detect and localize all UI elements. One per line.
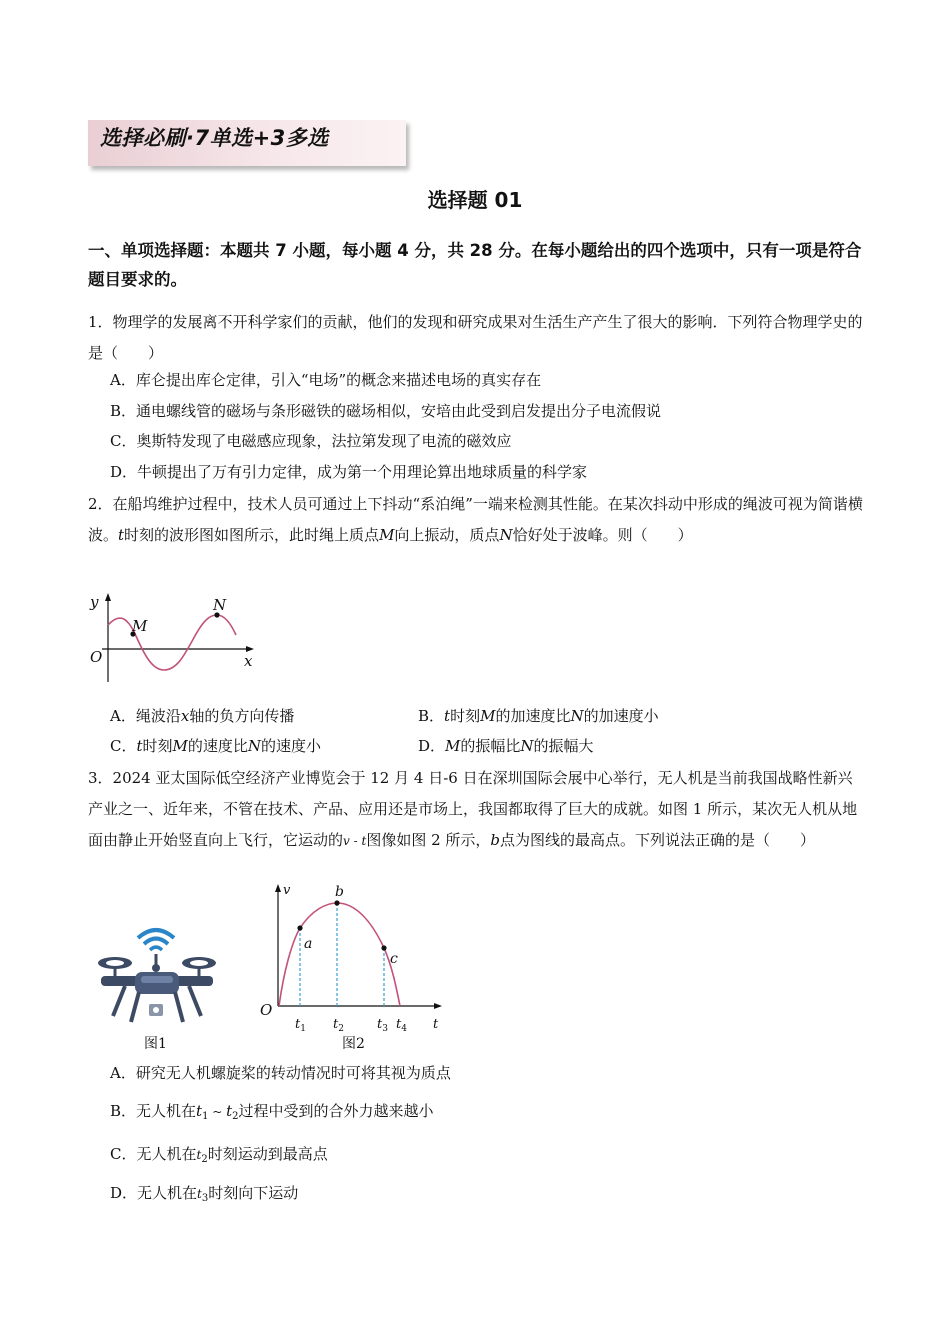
q2-option-d: D．M的振幅比N的振幅大	[418, 737, 594, 755]
vt-c-label: c	[390, 951, 398, 967]
wave-n-label: N	[213, 596, 227, 614]
vt-tick-t4: $t_4$	[396, 1017, 407, 1034]
vt-origin: O	[260, 1001, 273, 1019]
page-title: 选择题 01	[427, 188, 523, 212]
vt-tick-t3: $t_3$	[377, 1017, 388, 1034]
wifi-arc-mid	[144, 939, 168, 945]
vt-v-label: v	[283, 883, 291, 898]
wave-origin: O	[90, 648, 103, 666]
q1-option-a: A．库仑提出库仑定律，引入“电场”的概念来描述电场的真实存在	[110, 371, 542, 389]
q3-option-b: B．无人机在$t_1$ ~ $t_2$过程中受到的合外力越来越小	[110, 1102, 434, 1122]
vt-curve	[279, 903, 400, 1006]
section-heading: 一、单项选择题：本题共 7 小题，每小题 4 分，共 28 分。在每小题给出的四个选项中，只有一项是符合题目要求的。	[88, 241, 862, 289]
q3-option-d: D．无人机在$t_3$时刻向下运动	[110, 1184, 299, 1204]
point-a	[297, 925, 302, 930]
q2-option-c: C．t时刻M的速度比N的速度小	[110, 737, 322, 755]
point-b	[334, 900, 339, 905]
vt-b-label: b	[335, 884, 344, 900]
wifi-arc-inner	[150, 947, 162, 950]
vt-graph	[256, 880, 456, 1060]
question-2-stem: 2．在船坞维护过程中，技术人员可通过上下抖动“系泊绳”一端来检测其性能。在某次抖动中形成的绳波可视为简谐横波。t时刻的波形图如图所示，此时绳上质点M向上振动，质点N恰好处于波峰。则（ ）	[88, 495, 863, 544]
banner-text: 选择必刷·7单选+3多选	[100, 126, 329, 150]
vt-t-label: t	[433, 1017, 439, 1032]
q2-option-a: A．绳波沿x轴的负方向传播	[110, 707, 295, 725]
wave-x-label: x	[244, 652, 253, 670]
q3-option-c: C．无人机在$t_2$时刻运动到最高点	[110, 1145, 328, 1165]
wave-m-label: M	[132, 617, 148, 635]
q2-option-b: B．t时刻M的加速度比N的加速度小	[418, 707, 659, 725]
wave-y-label: y	[90, 593, 99, 611]
q1-option-d: D．牛顿提出了万有引力定律，成为第一个用理论算出地球质量的科学家	[110, 463, 588, 481]
q3-option-a: A．研究无人机螺旋桨的转动情况时可将其视为质点	[110, 1064, 451, 1082]
question-1-stem: 1．物理学的发展离不开科学家们的贡献，他们的发现和研究成果对生活生产产生了很大的影响．下列符合物理学史的是（ ）	[88, 313, 863, 362]
vt-v-arrow	[275, 884, 281, 892]
q1-option-c: C．奥斯特发现了电磁感应现象，法拉第发现了电流的磁效应	[110, 432, 512, 450]
fig2-caption: 图2	[342, 1036, 365, 1052]
wave-y-arrow	[105, 593, 111, 601]
vt-tick-t2: $t_2$	[333, 1017, 344, 1034]
vt-tick-t1: $t_1$	[295, 1017, 306, 1034]
point-c	[381, 945, 386, 950]
vt-a-label: a	[304, 936, 313, 952]
fig1-caption: 图1	[144, 1036, 167, 1052]
wave-curve	[108, 615, 236, 670]
vt-t-arrow	[434, 1003, 442, 1009]
question-3-stem: 3．2024 亚太国际低空经济产业博览会于 12 月 4 日-6 日在深圳国际会展中心举行，无人机是当前我国战略性新兴产业之一、近年来，不管在技术、产品、应用还是市场上，我国都取得了巨大的成就。如图 1 所示，某次无人机从地面由静止开始竖直向上飞行，它运动的v - t图像如图 2 所示，b点为图线的最高点。下列说法正确的是（ ）	[88, 769, 858, 849]
q1-option-b: B．通电螺线管的磁场与条形磁铁的磁场相似，安培由此受到启发提出分子电流假说	[110, 402, 662, 420]
wave-figure	[86, 590, 261, 690]
fig1-caption-svg	[130, 1032, 190, 1054]
drone-figure	[95, 918, 235, 1028]
